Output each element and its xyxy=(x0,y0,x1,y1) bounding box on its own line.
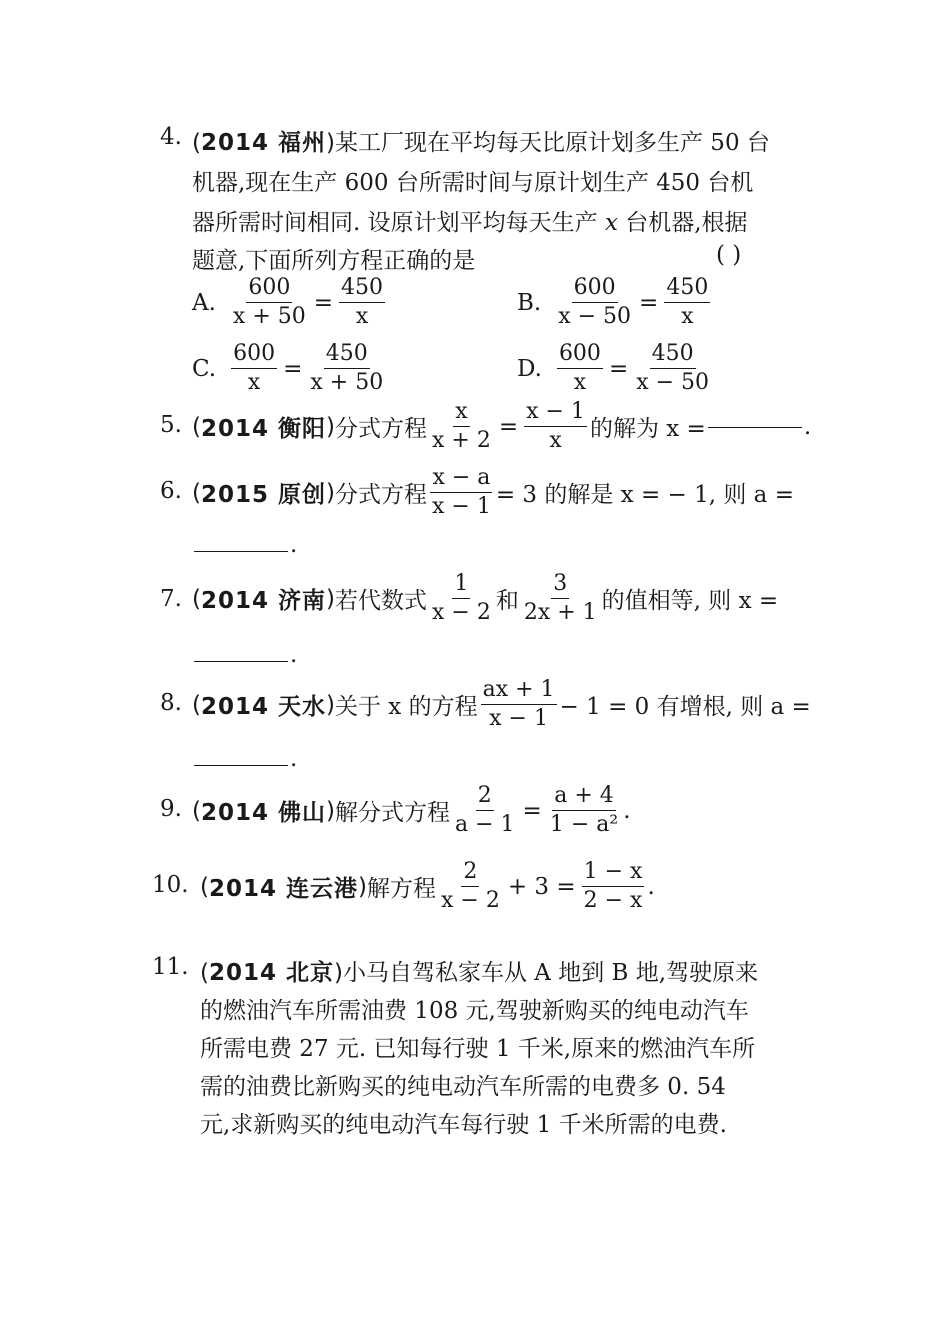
question-source: 2014 济南 xyxy=(200,588,327,614)
denominator: x − 50 xyxy=(558,304,632,329)
fraction xyxy=(430,464,493,521)
source-close: ) xyxy=(358,873,367,900)
option-label: C. xyxy=(192,355,217,382)
denominator: x − 2 xyxy=(441,888,500,913)
source-open: ( xyxy=(192,585,201,612)
denominator: x + 2 xyxy=(432,428,491,453)
numerator: 600 xyxy=(231,340,277,369)
denominator: x + 50 xyxy=(310,370,384,395)
denominator: x − 1 xyxy=(489,706,548,731)
answer-paren: ( ) xyxy=(716,242,742,268)
fraction xyxy=(634,340,711,397)
source-open: ( xyxy=(192,130,201,156)
denominator: x − 2 xyxy=(432,600,491,625)
fraction xyxy=(524,398,587,455)
answer-line xyxy=(192,532,297,558)
question-number: 5. xyxy=(160,412,182,438)
variable-x: x xyxy=(604,210,618,236)
fraction xyxy=(339,274,385,331)
question-source: 2014 衡阳 xyxy=(200,416,327,442)
option-label: A. xyxy=(192,289,216,316)
source-close: ) xyxy=(326,413,335,440)
answer-blank[interactable] xyxy=(194,660,288,662)
equals-sign: = xyxy=(498,413,519,440)
question-source: 2014 天水 xyxy=(200,694,327,720)
question-line: 机器,现在生产 600 台所需时间与原计划生产 450 台机 xyxy=(192,170,754,196)
denominator: x xyxy=(549,428,562,453)
question-text: 关于 x 的方程 xyxy=(335,694,478,720)
fraction xyxy=(453,782,517,839)
question-text: 小马自驾私家车从 A 地到 B 地,驾驶原来 xyxy=(343,960,759,986)
answer-blank[interactable] xyxy=(708,426,802,428)
fraction xyxy=(557,340,603,397)
question-line: 需的油费比新购买的纯电动汽车所需的电费多 0. 54 xyxy=(200,1074,726,1100)
numerator: 1 xyxy=(452,570,470,599)
question-text: 某工厂现在平均每天比原计划多生产 50 台 xyxy=(335,130,770,156)
option-c[interactable] xyxy=(192,340,388,397)
equals-sign: = xyxy=(283,355,303,382)
period: . xyxy=(803,413,812,440)
fraction xyxy=(481,676,557,733)
period: . xyxy=(290,642,298,668)
answer-blank[interactable] xyxy=(194,764,288,766)
denominator: x xyxy=(355,304,369,329)
option-a[interactable] xyxy=(192,274,388,331)
source-close: ) xyxy=(326,691,335,718)
question-number: 9. xyxy=(160,796,182,822)
equals-sign: = xyxy=(639,289,659,316)
question-text: 分式方程 xyxy=(335,482,427,508)
numerator: 450 xyxy=(650,340,696,369)
denominator: x xyxy=(681,304,694,329)
source-open: ( xyxy=(200,873,209,900)
question-number: 8. xyxy=(160,690,182,716)
question-source: 2014 福州 xyxy=(200,130,327,156)
question-source: 2014 北京 xyxy=(208,960,335,986)
source-open: ( xyxy=(200,960,209,986)
question-source: 2014 连云港 xyxy=(208,876,359,902)
question-source: 2014 佛山 xyxy=(200,800,327,826)
denominator: x − 1 xyxy=(432,494,491,519)
fraction xyxy=(548,782,620,839)
question-text: 的值相等, 则 x = xyxy=(601,588,779,614)
question-text: 若代数式 xyxy=(335,588,427,614)
question-number: 10. xyxy=(152,872,189,898)
source-close: ) xyxy=(326,130,335,156)
question-text: − 1 = 0 有增根, 则 a = xyxy=(559,694,811,720)
option-b[interactable] xyxy=(517,274,713,331)
numerator: 3 xyxy=(551,570,569,599)
question-line xyxy=(192,570,778,627)
numerator: 2 xyxy=(476,782,494,811)
question-line xyxy=(192,124,770,157)
question-line: 的燃油汽车所需油费 108 元,驾驶新购买的纯电动汽车 xyxy=(200,998,749,1024)
question-text: 的解为 x = xyxy=(589,416,706,442)
numerator: ax + 1 xyxy=(481,676,557,705)
source-open: ( xyxy=(192,479,201,506)
question-line xyxy=(200,858,655,915)
answer-line xyxy=(192,642,297,668)
fraction xyxy=(664,274,710,331)
question-line xyxy=(192,398,811,455)
question-text: 解方程 xyxy=(367,876,436,902)
equals-sign: = xyxy=(313,289,334,316)
period: . xyxy=(647,873,655,900)
denominator: x xyxy=(247,370,261,395)
denominator: 2 − x xyxy=(583,888,643,913)
source-open: ( xyxy=(192,691,201,718)
denominator: a − 1 xyxy=(455,812,515,837)
question-number: 7. xyxy=(160,586,182,612)
source-close: ) xyxy=(326,479,335,506)
numerator: 450 xyxy=(339,274,385,303)
source-open: ( xyxy=(192,413,201,440)
numerator: 1 − x xyxy=(582,858,645,887)
question-text: = 3 的解是 x = − 1, 则 a = xyxy=(495,482,794,508)
denominator: 1 − a² xyxy=(549,812,619,837)
question-number: 4. xyxy=(160,124,182,150)
question-line xyxy=(192,464,794,521)
question-text: 器所需时间相同. 设原计划平均每天生产 xyxy=(192,210,605,236)
fraction xyxy=(556,274,633,331)
numerator: 2 xyxy=(461,858,479,887)
answer-blank[interactable] xyxy=(194,550,288,552)
numerator: x − a xyxy=(430,464,492,493)
source-close: ) xyxy=(326,585,335,612)
period: . xyxy=(290,746,298,772)
fraction xyxy=(430,398,493,455)
period: . xyxy=(623,797,631,824)
fraction xyxy=(231,340,277,397)
source-close: ) xyxy=(326,797,335,824)
denominator: 2x + 1 xyxy=(523,600,597,625)
question-number: 11. xyxy=(152,954,189,980)
numerator: 450 xyxy=(664,274,710,303)
numerator: 600 xyxy=(246,274,292,303)
answer-line xyxy=(192,746,297,772)
numerator: 600 xyxy=(572,274,618,303)
question-number: 6. xyxy=(160,478,182,504)
fraction xyxy=(308,340,385,397)
fraction xyxy=(522,570,599,627)
source-close: ) xyxy=(334,960,343,986)
denominator: x xyxy=(573,370,587,395)
numerator: 600 xyxy=(557,340,603,369)
fraction xyxy=(439,858,502,915)
numerator: 450 xyxy=(324,340,370,369)
question-line: 题意,下面所列方程正确的是 xyxy=(192,248,476,274)
numerator: x xyxy=(453,398,469,427)
question-line xyxy=(200,954,758,987)
equals-sign: = xyxy=(608,355,629,382)
denominator: x − 50 xyxy=(636,370,710,395)
source-open: ( xyxy=(192,797,201,824)
equals-sign: = xyxy=(522,797,542,824)
question-text: 分式方程 xyxy=(335,416,427,442)
question-line: 元,求新购买的纯电动汽车每行驶 1 千米所需的电费. xyxy=(200,1112,727,1138)
denominator: x + 50 xyxy=(232,304,306,329)
plus-three-equals: + 3 = xyxy=(507,873,576,900)
question-text: 解分式方程 xyxy=(335,800,450,826)
fraction xyxy=(231,274,308,331)
option-label: B. xyxy=(517,289,542,316)
question-text: 和 xyxy=(495,588,519,614)
period: . xyxy=(290,532,298,558)
option-d[interactable] xyxy=(517,340,714,397)
question-line: 所需电费 27 元. 已知每行驶 1 千米,原来的燃油汽车所 xyxy=(200,1036,756,1062)
question-line xyxy=(192,782,631,839)
question-text: 台机器,根据 xyxy=(617,210,748,236)
option-label: D. xyxy=(517,355,542,382)
question-source: 2015 原创 xyxy=(200,482,327,508)
question-line xyxy=(192,204,748,237)
fraction xyxy=(582,858,645,915)
fraction xyxy=(430,570,493,627)
numerator: x − 1 xyxy=(524,398,587,427)
numerator: a + 4 xyxy=(552,782,616,811)
question-line xyxy=(192,676,811,733)
